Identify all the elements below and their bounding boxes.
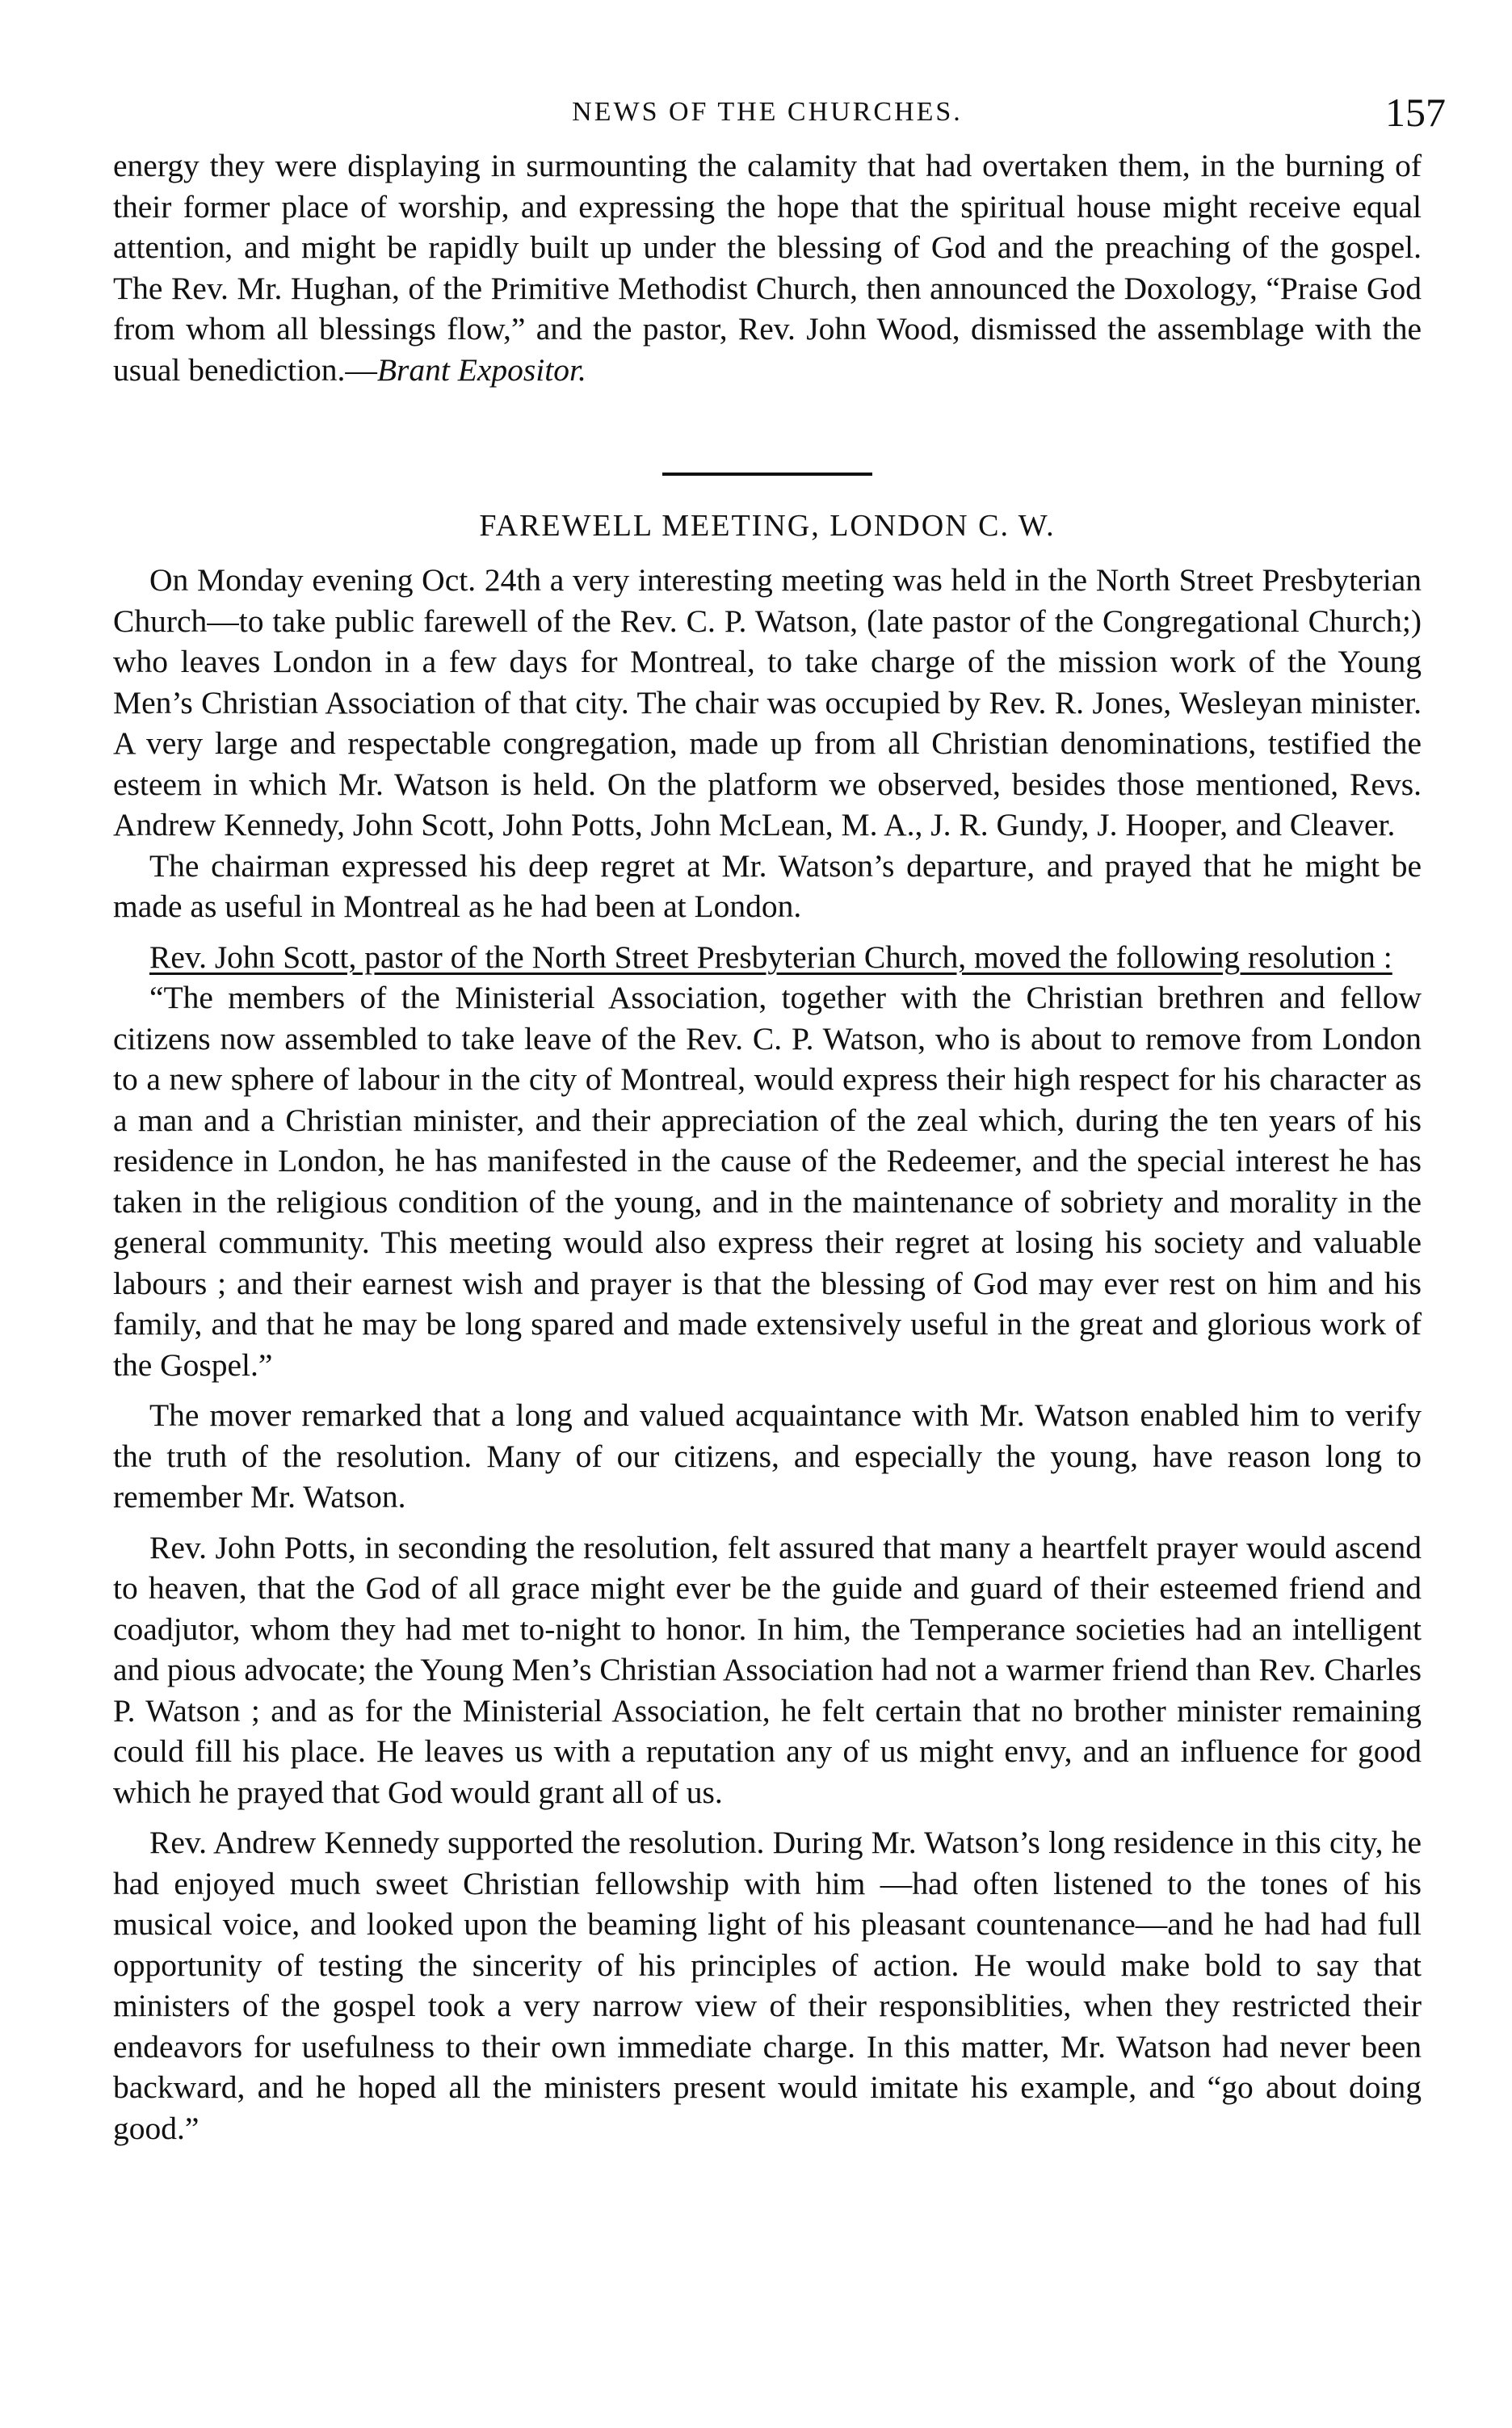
page-number: 157 bbox=[1385, 90, 1446, 135]
article-paragraph-5: The mover remarked that a long and valued acquaintance with Mr. Watson enabled him to verify the truth of the resolution. Many of our citizens, and especially the young, have reason long to remember Mr. Watson. bbox=[113, 1397, 1422, 1514]
resolution-quote: “The members of the Ministerial Association, together with the Christian brethren and fellow citizens now assembled to take leave of the Rev. C. P. Watson, who is about to remove from London to a new sphere of labour in the city of Montreal, would express their high respect for his character as a man and a Christian minister, and their appreciation of the zeal which, during the ten years of his residence in London, he has manifested in the cause of the Redeemer, and the special interest he has taken in the religious condition of the young, and in the maintenance of sobriety and morality in the general community. This meeting would also express their regret at losing his society and valuable labours ; and their earnest wish and prayer is that the blessing of God may ever rest on him and his family, and that he may be long spared and made extensively useful in the great and glorious work of the Gospel.” bbox=[113, 980, 1422, 1383]
intro-source: Brant Expositor. bbox=[376, 351, 586, 388]
running-head: NEWS OF THE CHURCHES. bbox=[572, 97, 963, 127]
article-paragraph-3: Rev. John Scott, pastor of the North Street Presbyterian Church, moved the following resolution : bbox=[149, 939, 1392, 975]
article-paragraph-1: On Monday evening Oct. 24th a very interesting meeting was held in the North Street Presbyterian Church—to take public farewell of the Rev. C. P. Watson, (late pastor of the Congregational Church;) who leaves London in a few days for Montreal, to take charge of the mission work of the Young Men’s Christian Association of that city. The chair was occupied by Rev. R. Jones, Wesleyan minister. A very large and respectable congregation, made up from all Christian denominations, testified the esteem in which Mr. Watson is held. On the platform we observed, besides those mentioned, Revs. Andrew Kennedy, John Scott, John Potts, John McLean, M. A., J. R. Gundy, J. Hooper, and Cleaver. bbox=[113, 562, 1422, 842]
page-header bbox=[113, 89, 1446, 145]
intro-text: energy they were displaying in surmounting the calamity that had overtaken them, in the burning of their former place of worship, and expressing the hope that the spiritual house might receive equal attention, and might be rapidly built up under the blessing of God and the preaching of the gospel. The Rev. Mr. Hughan, of the Primitive Methodist Church, then announced the Doxology, “Praise God from whom all blessings flow,” and the pastor, Rev. John Wood, dismissed the assemblage with the usual benediction.— bbox=[113, 148, 1422, 388]
article-paragraph-2: The chairman expressed his deep regret at Mr. Watson’s departure, and prayed that he might be made as useful in Montreal as he had been at London. bbox=[113, 847, 1422, 924]
article-paragraph-7: Rev. Andrew Kennedy supported the resolution. During Mr. Watson’s long residence in this city, he had enjoyed much sweet Christian fellowship with him —had often listened to the tones of his musical voice, and looked upon the beaming light of his pleasant countenance—and he had had full opportunity of testing the sincerity of his principles of action. He would make bold to say that ministers of the gospel took a very narrow view of their responsiblities, when they restricted their endeavors for usefulness to their own immediate charge. In this matter, Mr. Watson had never been backward, and he hoped all the ministers present would imitate his example, and “go about doing good.” bbox=[113, 1825, 1422, 2146]
section-divider bbox=[662, 473, 872, 476]
article-title: FAREWELL MEETING, LONDON C. W. bbox=[479, 509, 1056, 543]
document-page bbox=[113, 89, 1446, 2399]
article-paragraph-6: Rev. John Potts, in seconding the resolution, felt assured that many a heartfelt prayer would ascend to heaven, that the God of all grace might ever be the guide and guard of their esteemed friend and coadjutor, whom they had met to-night to honor. In him, the Temperance societies had an intelligent and pious advocate; the Young Men’s Christian Association had not a warmer friend than Rev. Charles P. Watson ; and as for the Ministerial Association, he felt certain that no brother minister remaining could fill his place. He leaves us with a reputation any of us might envy, and an influence for good which he prayed that God would grant all of us. bbox=[113, 1529, 1422, 1810]
intro-paragraph bbox=[113, 145, 1422, 390]
